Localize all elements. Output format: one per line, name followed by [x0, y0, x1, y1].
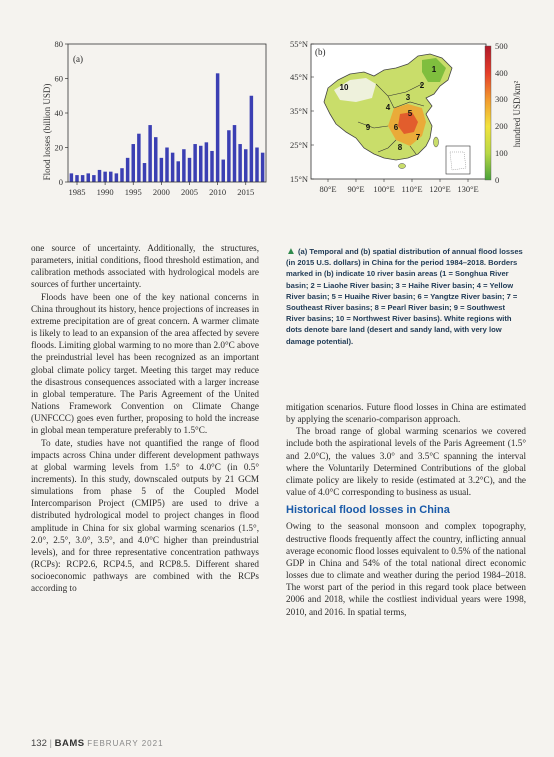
panel-label-b: (b) [315, 47, 326, 57]
paragraph: Owing to the seasonal monsoon and complex topography, destructive floods frequently affect the country, inflicting annual average economic flood losses equivalent to 0.5% of the national GDP in China and 54% of the total national direct economic losses due to climate and weather during the period 1984–2018. The worst part of the period in this regard took place between 2006 and 2018, while the costliest individual years were 1998, 2010, and 2016. In spatial terms, [286, 521, 526, 617]
paragraph: To date, studies have not quantified the range of flood impacts across China under different development pathways at global warming levels from 1.5° to 4.0°C (in 0.5° increments). In this study, downscaled outputs by 21 GCM simulations from phase 5 of the Coupled Model Intercomparison Project (CMIP5) are used to drive a distributed hydrological model to project changes in flood amplitude in China for six global warming scenarios (1.5°, 2.0°, 2.5°, 3.0°, 3.5°, and 4.0°C higher than preindustrial levels), and for three representative concentration pathways (RCPs): RCP2.6, RCP4.5, and RCP8.5. Different shared socioeconomic pathways are combined with the RCPs according to [31, 437, 259, 594]
bar-series [70, 73, 265, 182]
x-tick-label: 2005 [181, 187, 198, 197]
bar-2016 [250, 96, 253, 182]
bar-1987 [87, 173, 90, 182]
longitude-axis [319, 179, 478, 194]
y-axis [55, 39, 69, 187]
lon-tick-label: 110°E [401, 184, 423, 194]
bar-1989 [98, 170, 101, 182]
colorbar-tick-label: 300 [495, 94, 508, 104]
basin-label-10: 10 [339, 83, 349, 92]
left-column [31, 242, 259, 595]
bar-1998 [148, 125, 151, 182]
bar-1996 [137, 134, 140, 182]
latitude-axis [290, 39, 314, 184]
flood-loss-bar-chart [30, 30, 275, 220]
colorbar-label: hundred USD/km² [512, 80, 522, 148]
bar-2009 [210, 151, 213, 182]
x-tick-label: 2015 [237, 187, 255, 197]
bar-1992 [115, 173, 118, 182]
x-tick-label: 2000 [152, 187, 170, 197]
bar-1994 [126, 158, 129, 182]
bar-1986 [81, 175, 84, 182]
lat-tick-label: 35°N [289, 106, 308, 116]
basin-label-4: 4 [385, 103, 391, 112]
lon-tick-label: 90°E [347, 184, 365, 194]
bar-1997 [143, 163, 146, 182]
lon-tick-label: 120°E [429, 184, 451, 194]
paragraph: mitigation scenarios. Future flood losses in China are estimated by applying the scenario-comparison approach. [286, 402, 526, 425]
bar-2017 [255, 148, 258, 183]
colorbar-tick-label: 400 [495, 68, 508, 78]
paragraph: The broad range of global warming scenarios we covered include both the aspirational levels of the Paris Agreement (1.5° and 2.0°C), the values 3.0° and 3.5°C spanning the interval where the Voluntarily Determined Contributions of the global climate policy are likely to reside (estimated at 3.2°C), and the value of 4.0°C corresponding to business as usual. [286, 426, 526, 498]
lon-tick-label: 130°E [457, 184, 479, 194]
bar-2012 [227, 130, 230, 182]
y-tick-label: 80 [54, 39, 63, 49]
y-axis-label: Flood losses (billion USD) [42, 83, 52, 181]
issue-date: FEBRUARY 2021 [87, 739, 164, 748]
lat-tick-label: 25°N [289, 140, 308, 150]
colorbar [485, 46, 491, 180]
basin-label-3: 3 [405, 93, 411, 102]
hainan [399, 164, 406, 169]
basin-label-2: 2 [419, 81, 425, 90]
y-tick-label: 40 [54, 108, 63, 118]
bar-1991 [109, 172, 112, 182]
bar-2003 [177, 161, 180, 182]
y-tick-label: 20 [54, 142, 63, 153]
panel-label-a: (a) [73, 54, 83, 64]
bar-2002 [171, 153, 174, 182]
x-tick-label: 2010 [209, 187, 227, 197]
bar-2013 [233, 125, 236, 182]
south-china-sea-inset [446, 146, 470, 174]
flood-loss-map [276, 30, 528, 208]
bar-1985 [75, 175, 78, 182]
bar-2004 [182, 149, 185, 182]
colorbar-tick-label: 0 [495, 175, 500, 185]
bar-1993 [120, 168, 123, 182]
paragraph: one source of uncertainty. Additionally, the structures, parameters, initial conditions, flood threshold estimation, and calibration methods associated with hydrological models are sources of further uncertainty. [31, 243, 259, 290]
bar-2014 [238, 144, 241, 182]
colorbar-tick-label: 500 [495, 41, 508, 51]
colorbar-tick-label: 200 [495, 121, 508, 131]
lat-tick-label: 45°N [289, 72, 308, 82]
journal-name: BAMS [54, 738, 85, 749]
bar-2008 [205, 142, 208, 182]
caption-text: (a) Temporal and (b) spatial distribution of annual flood losses (in 2015 U.S. dollars) in China for the period 1984–2018. Borders marked in (b) indicate 10 river basin areas (1 = Songhua River basin; 2 = Liaohe River basin; 3 = Haihe River basin; 4 = Yellow River basin; 5 = Huaihe River basin; 6 = Yangtze River basin; 7 = Southeast River basins; 8 = Pearl River basin; 9 = Southwest River basins; 10 = Northwest River basins). White regions with dots denote bare land (desert and sandy land, with very low damage potential). [286, 247, 523, 346]
bar-2005 [188, 158, 191, 182]
basin-label-1: 1 [431, 65, 437, 74]
page-footer: 132 | BAMS FEBRUARY 2021 [31, 738, 164, 749]
lon-tick-label: 80°E [319, 184, 337, 194]
y-tick-label: 0 [58, 177, 63, 187]
x-tick-label: 1995 [124, 187, 142, 197]
right-column [286, 401, 526, 618]
figure-caption [286, 246, 526, 347]
bar-2001 [165, 148, 168, 183]
paragraph: Floods have been one of the key national concerns in China throughout its history, hence projections of increases in extreme precipitation are of great concern. A warmer climate is likely to lead to an expansion of the area affected by severe floods. Limiting global warming to no more than 2.0°C above the preindustrial level has been recognized as an important global climate policy target. Meeting this target may reduce the disastrous consequences associated with a larger increase in global temperature. The Paris Agreement of the United Nations Framework Convention on Climate Change (UNFCCC) goes even further, proposing to hold the increase in global mean temperature preferably to 1.5°C. [31, 291, 259, 436]
bar-1995 [132, 144, 135, 182]
x-axis [69, 182, 255, 197]
caption-arrow-icon: ▲ [286, 246, 296, 257]
lat-tick-label: 15°N [289, 174, 308, 184]
lon-tick-label: 100°E [373, 184, 395, 194]
bar-2011 [222, 160, 225, 182]
basin-label-5: 5 [407, 109, 413, 118]
bar-2006 [193, 144, 196, 182]
page-number: 132 [31, 738, 47, 749]
taiwan [434, 137, 439, 147]
bar-1990 [103, 172, 106, 182]
bar-1999 [154, 137, 157, 182]
section-heading: Historical flood losses in China [286, 504, 450, 517]
bar-2007 [199, 146, 202, 182]
x-tick-label: 1990 [96, 187, 114, 197]
bar-2018 [261, 153, 264, 182]
bar-1984 [70, 173, 73, 182]
basin-label-9: 9 [365, 123, 371, 132]
lat-tick-label: 55°N [289, 39, 308, 49]
x-tick-label: 1985 [68, 187, 86, 197]
bar-1988 [92, 175, 95, 182]
basin-label-6: 6 [393, 123, 399, 132]
bar-2000 [160, 158, 163, 182]
basin-label-8: 8 [397, 143, 403, 152]
colorbar-tick-label: 100 [495, 148, 508, 158]
y-tick-label: 60 [54, 73, 63, 84]
colorbar-ticks [495, 41, 508, 185]
basin-label-7: 7 [415, 133, 421, 142]
bar-2010 [216, 73, 219, 182]
bar-2015 [244, 149, 247, 182]
